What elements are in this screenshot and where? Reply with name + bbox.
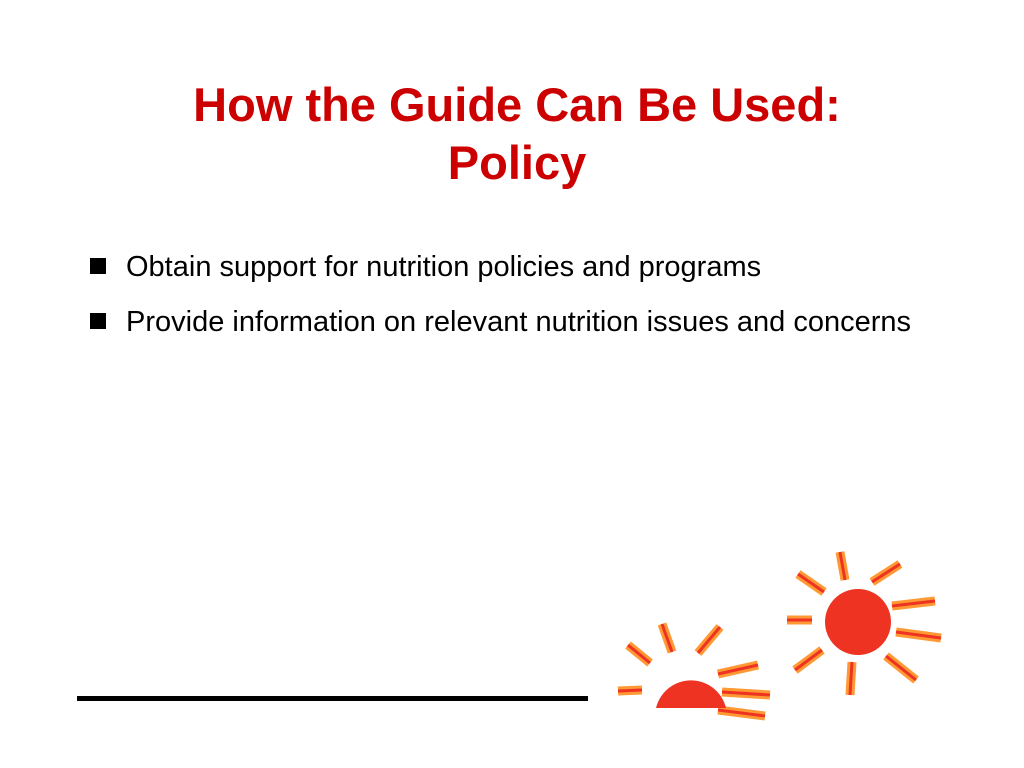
square-bullet-icon [90,258,106,274]
bullet-text: Obtain support for nutrition policies and programs [126,251,762,283]
horizontal-rule [77,696,588,701]
square-bullet-icon [90,313,106,329]
bullet-text: Provide information on relevant nutrition issues and concerns [126,306,912,338]
suns-illustration [600,540,960,730]
title-line-2: Policy [447,136,587,189]
title-line-1: How the Guide Can Be Used: [193,78,841,131]
bullet-item [88,246,928,289]
sun-icon [787,552,941,695]
bullet-list [88,246,928,356]
slide-title [0,76,1024,192]
bullet-item [88,301,928,344]
sun-icon [618,624,770,716]
